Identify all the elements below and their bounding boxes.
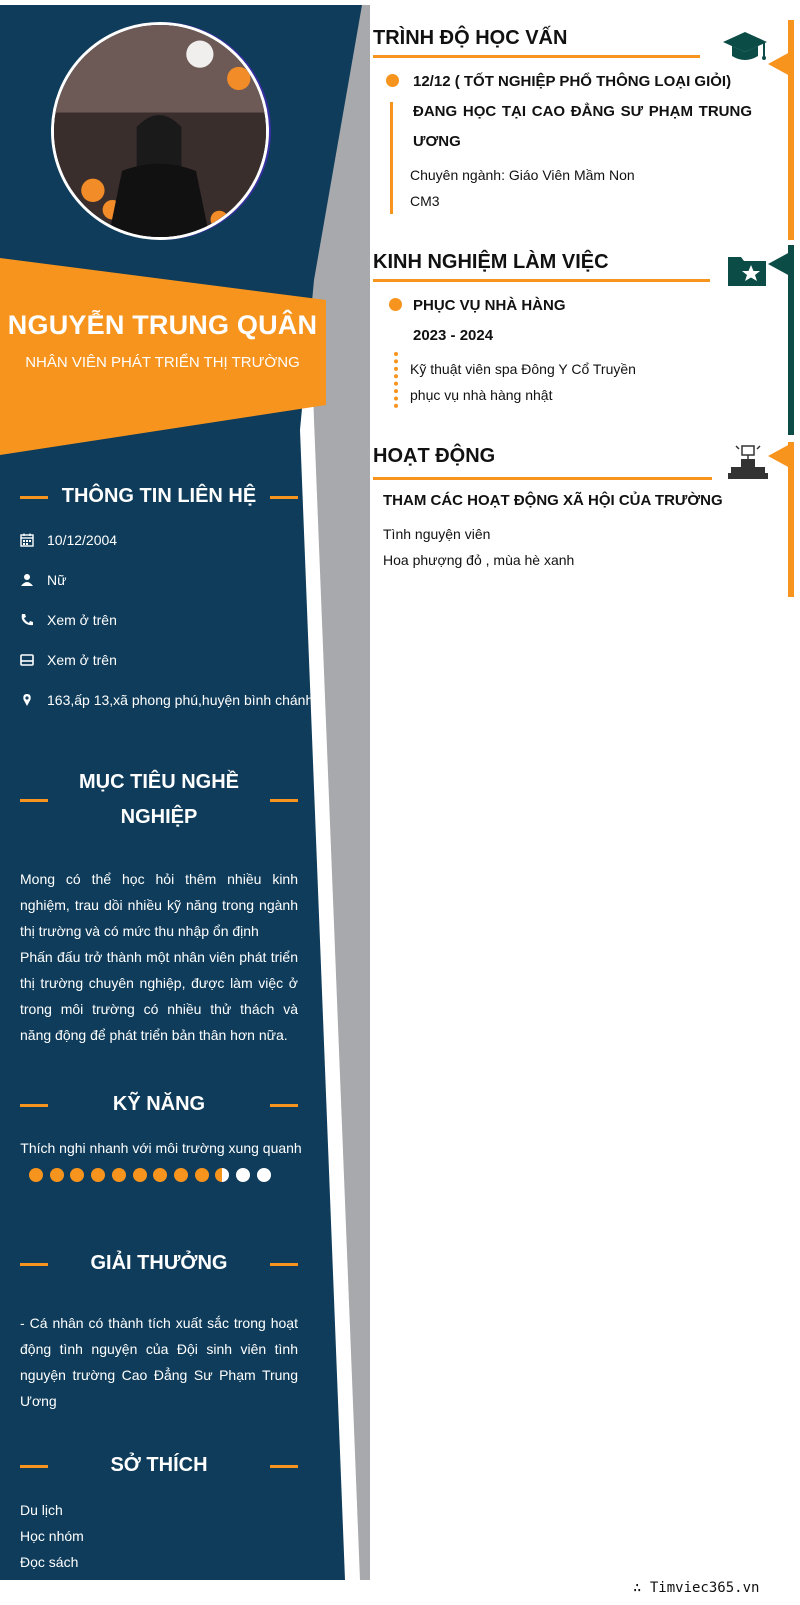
star-folder-icon [727, 253, 767, 287]
contact-title-text: THÔNG TIN LIÊN HỆ [61, 485, 257, 507]
awards-text: - Cá nhân có thành tích xuất sắc trong hoạt động tình nguyện của Đội sinh viên tình nguyện trường Cao Đẳng Sư Phạm Trung Ương [20, 1315, 298, 1409]
skill-dot [257, 1168, 271, 1182]
timeline-bullet [386, 74, 399, 87]
title-dash-left [20, 1465, 48, 1468]
contact-birthday-row [20, 530, 117, 550]
objective-section-title [20, 765, 298, 835]
full-name: NGUYỄN TRUNG QUÂN [7, 310, 318, 340]
skill-dot [29, 1168, 43, 1182]
skills-section-title [20, 1087, 298, 1122]
title-dash-right [270, 1263, 298, 1266]
skill-dot [174, 1168, 188, 1182]
experience-side-arrow [768, 252, 790, 276]
skill-dot [91, 1168, 105, 1182]
education-section-title: TRÌNH ĐỘ HỌC VẤN [373, 27, 568, 49]
experience-role: PHỤC VỤ NHÀ HÀNG [413, 297, 566, 314]
experience-period: 2023 - 2024 [413, 327, 494, 344]
skills-title-text: KỸ NĂNG [112, 1093, 206, 1115]
title-dash-right [270, 799, 298, 802]
title-dash-left [20, 1263, 48, 1266]
email-value: Xem ở trên [47, 652, 117, 668]
objective-title-line1: MỤC TIÊU NGHỀ [79, 771, 239, 793]
skill-name: Thích nghi nhanh với môi trường xung quanh [20, 1140, 302, 1156]
objective-title-line2: NGHIỆP [120, 806, 198, 828]
education-line-3: ƯƠNG [413, 133, 461, 150]
title-dash-left [20, 496, 48, 499]
education-major: Chuyên ngành: Giáo Viên Mầm Non [410, 167, 635, 183]
podium-award-icon [728, 442, 768, 482]
title-dash-left [20, 1104, 48, 1107]
job-position: NHÂN VIÊN PHÁT TRIỂN THỊ TRƯỜNG [25, 354, 300, 371]
hobbies-section-title [20, 1448, 298, 1483]
watermark: ∴ Timviec365.vn [633, 1580, 760, 1596]
envelope-icon [20, 653, 34, 667]
experience-desc-2: phục vụ nhà hàng nhật [410, 387, 553, 403]
contact-gender-row [20, 570, 66, 590]
skill-dot [112, 1168, 126, 1182]
title-dash-right [270, 1104, 298, 1107]
calendar-icon [20, 533, 34, 547]
awards-section-title [20, 1246, 298, 1281]
skill-dot [50, 1168, 64, 1182]
gender-value: Nữ [47, 572, 67, 588]
contact-phone-row [20, 610, 117, 630]
activity-desc-2: Hoa phượng đỏ , mùa hè xanh [383, 552, 575, 568]
birthday-value: 10/12/2004 [47, 532, 118, 548]
education-title-underline [373, 55, 700, 58]
title-dash-right [270, 1465, 298, 1468]
experience-title-underline [373, 279, 710, 282]
experience-desc-1: Kỹ thuật viên spa Đông Y Cổ Truyền [410, 361, 636, 377]
hobby-item: Học nhóm [20, 1528, 84, 1544]
skill-dot [236, 1168, 250, 1182]
contact-address-row [20, 690, 313, 710]
activity-desc-1: Tình nguyện viên [383, 526, 491, 542]
education-line-2: ĐANG HỌC TẠI CAO ĐẲNG SƯ PHẠM TRUNG [413, 103, 752, 120]
hobbies-title-text: SỞ THÍCH [110, 1454, 208, 1476]
contact-email-row [20, 650, 117, 670]
experience-timeline-dots [394, 352, 398, 408]
awards-title-text: GIẢI THƯỞNG [90, 1252, 228, 1274]
objective-text: Mong có thể học hỏi thêm nhiều kinh nghiệm, trau dồi nhiều kỹ năng trong ngành thị trường và có mức thu nhập ổn định Phấn đấu trở thành một nhân viên phát triển thị trường chuyên nghiệp, được làm việc ở trong môi trường có nhiều thử thách và năng động để phát triển bản thân hơn nữa. [20, 871, 298, 1043]
education-extra: CM3 [410, 193, 440, 209]
avatar [51, 22, 269, 240]
education-timeline-line [390, 102, 393, 214]
activity-name: THAM CÁC HOẠT ĐỘNG XÃ HỘI CỦA TRƯỜNG [383, 492, 723, 509]
user-icon [20, 573, 34, 587]
activities-side-arrow [768, 444, 790, 468]
education-line-1: 12/12 ( TỐT NGHIỆP PHỔ THÔNG LOẠI GIỎI) [413, 73, 732, 90]
phone-value: Xem ở trên [47, 612, 117, 628]
title-dash-left [20, 799, 48, 802]
timeline-bullet [389, 298, 402, 311]
map-pin-icon [20, 693, 34, 707]
skill-dot [195, 1168, 209, 1182]
activities-title-underline [373, 477, 712, 480]
phone-icon [20, 613, 34, 627]
title-dash-right [270, 496, 298, 499]
contact-section-title [20, 479, 298, 514]
education-side-arrow [768, 52, 790, 76]
address-value: 163,ấp 13,xã phong phú,huyện bình chánh [47, 692, 314, 708]
hobby-item: Đọc sách [20, 1554, 79, 1570]
graduation-cap-icon [722, 30, 768, 66]
skill-dot [133, 1168, 147, 1182]
activities-section-title: HOẠT ĐỘNG [373, 445, 496, 467]
hobby-item: Du lịch [20, 1502, 63, 1518]
experience-section-title: KINH NGHIỆM LÀM VIỆC [373, 251, 609, 273]
